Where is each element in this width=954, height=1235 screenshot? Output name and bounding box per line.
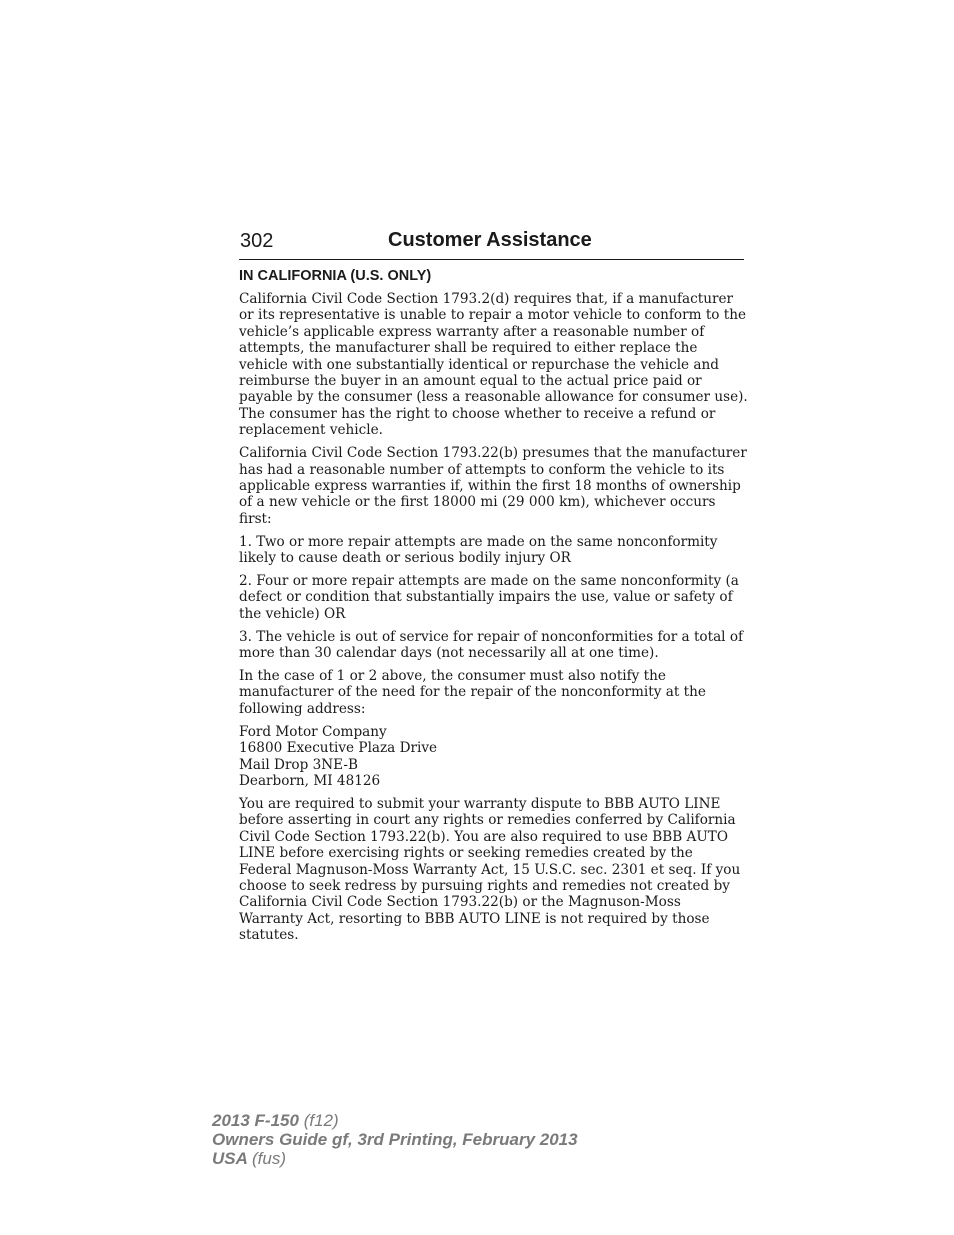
page-header <box>239 228 744 260</box>
address-line: Dearborn, MI 48126 <box>239 772 381 789</box>
paragraph-presumption: California Civil Code Section 1793.22(b) presumes that the manufacturer has had a reasonable number of attempts to conform the vehicle to its applicable express warranties if, within the first 18 months of ownership of a new vehicle or the first 18000 mi (29 000 km), whichever occurs first: <box>239 445 747 527</box>
page-number: 302 <box>240 230 274 252</box>
footer <box>212 1111 578 1168</box>
footer-model-line <box>212 1111 578 1130</box>
address-line: Ford Motor Company <box>239 723 387 740</box>
paragraph-refund-rule: California Civil Code Section 1793.2(d) requires that, if a manufacturer or its representative is unable to repair a motor vehicle to conform to the vehicle’s applicable express warranty after a reasonable number of attempts, the manufacturer shall be required to either replace the vehicle with one substantially identical or repurchase the vehicle and reimburse the buyer in an amount equal to the actual price paid or payable by the consumer (less a reasonable allowance for consumer use). The consumer has the right to choose whether to receive a refund or replacement vehicle. <box>239 291 748 439</box>
subheading: IN CALIFORNIA (U.S. ONLY) <box>239 268 432 284</box>
footer-printing: Owners Guide gf, 3rd Printing, February 2013 <box>212 1130 578 1149</box>
footer-model-code: (f12) <box>303 1111 339 1130</box>
paragraph-bbb-auto-line: You are required to submit your warranty dispute to BBB AUTO LINE before asserting in court any rights or remedies conferred by California Civil Code Section 1793.22(b). You are also required to use BBB AUTO LINE before exercising rights or seeking remedies created by the Federal Magnuson-Moss Warranty Act, 15 U.S.C. sec. 2301 et seq. If you choose to seek redress by pursuing rights and remedies not created by California Civil Code Section 1793.22(b) or the Magnuson-Moss Warranty Act, resorting to BBB AUTO LINE is not required by those statutes. <box>239 795 741 944</box>
paragraph-notify: In the case of 1 or 2 above, the consumer must also notify the manufacturer of the need for the repair of the nonconformity at the following address: <box>239 668 706 717</box>
footer-model: 2013 F-150 <box>212 1111 299 1130</box>
section-title: Customer Assistance <box>388 229 592 251</box>
address-line: Mail Drop 3NE-B <box>239 756 358 773</box>
footer-market: USA <box>212 1149 248 1168</box>
list-item-condition-1: 1. Two or more repair attempts are made on the same nonconformity likely to cause death or serious bodily injury OR <box>239 533 718 567</box>
list-item-condition-2: 2. Four or more repair attempts are made on the same nonconformity (a defect or condition that substantially impairs the use, value or safety of the vehicle) OR <box>239 573 739 622</box>
page-content <box>239 267 749 950</box>
list-item-condition-3: 3. The vehicle is out of service for repair of nonconformities for a total of more than 30 calendar days (not necessarily all at one time). <box>239 628 744 662</box>
mailing-address <box>239 724 749 790</box>
address-line: 16800 Executive Plaza Drive <box>239 740 438 757</box>
footer-market-line <box>212 1149 578 1168</box>
footer-market-code: (fus) <box>252 1149 286 1168</box>
